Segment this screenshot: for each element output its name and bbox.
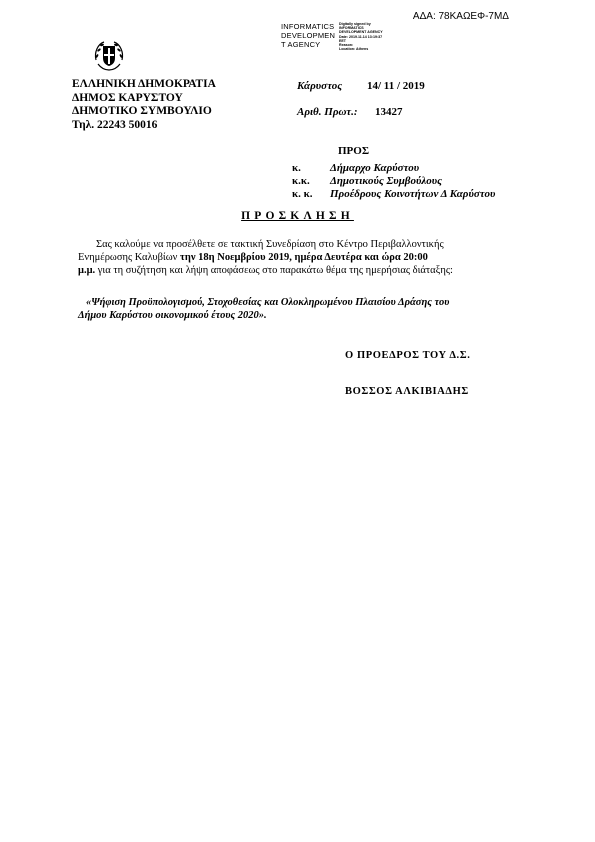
ada-code: ΑΔΑ: 78ΚΑΩΕΦ-7ΜΔ [412, 11, 509, 22]
agenda-item [78, 296, 518, 322]
document-title [0, 210, 595, 222]
header-line: ΔΗΜΟΤΙΚΟ ΣΥΜΒΟΥΛΙΟ [72, 105, 212, 117]
stamp-agency-name [281, 22, 335, 49]
signatory-role: Ο ΠΡΟΕΔΡΟΣ ΤΟΥ Δ.Σ. [345, 350, 471, 361]
body-text: για τη συζήτηση και λήψη αποφάσεως στο παρακάτω θέμα της ημερήσιας διάταξης: [95, 265, 453, 276]
recipient-line [292, 188, 495, 200]
greek-coat-of-arms-icon [93, 38, 125, 72]
stamp-right-line: Date: 2019.11.14 13:19:37 [339, 34, 383, 39]
recipient-text: Δήμαρχο Καρύστου [330, 162, 420, 174]
meeting-date-time: την 18η Νοεμβρίου 2019, ημέρα Δευτέρα και ώρα 20:00 [180, 252, 428, 263]
stamp-right-line: INFORMATICS [339, 26, 364, 31]
protocol-number: 13427 [375, 106, 403, 118]
signatory-name: ΒΟΣΣΟΣ ΑΛΚΙΒΙΑΔΗΣ [345, 386, 469, 397]
stamp-right-line: EET [339, 38, 346, 43]
recipient-text: Δημοτικούς Συμβούλους [330, 175, 443, 187]
stamp-right-line: Reason: [339, 43, 354, 48]
recipient-prefix: κ. κ. [292, 188, 313, 200]
place-date [297, 80, 425, 92]
body-line [78, 251, 518, 264]
recipient-line [292, 175, 442, 187]
recipient-text: Προέδρους Κοινοτήτων Δ Καρύστου [330, 188, 496, 200]
header-line: ΕΛΛΗΝΙΚΗ ΔΗΜΟΚΡΑΤΙΑ [72, 78, 216, 90]
meeting-time-suffix: μ.μ. [78, 265, 96, 276]
header-phone: Τηλ. 22243 50016 [72, 118, 158, 131]
document-title-text: ΠΡΟΣΚΛΗΣΗ [241, 210, 354, 222]
issuer-header [72, 78, 216, 132]
stamp-signature-details [339, 22, 383, 51]
stamp-right-line: Digitally signed by [339, 22, 371, 26]
recipients-heading: ΠΡΟΣ [338, 145, 370, 157]
header-line: ΔΗΜΟΣ ΚΑΡΥΣΤΟΥ [72, 91, 183, 104]
digital-signature-stamp [281, 22, 411, 56]
stamp-left-line: T AGENCY [281, 40, 321, 49]
body-text: Ενημέρωσης Καλυβίων [78, 252, 181, 263]
protocol-number-line [297, 106, 403, 118]
document-date: 14/ 11 / 2019 [367, 80, 425, 92]
protocol-label: Αριθ. Πρωτ.: [297, 106, 358, 118]
body-line: Σας καλούμε να προσέλθετε σε τακτική Συνεδρίαση στο Κέντρο Περιβαλλοντικής [96, 239, 444, 250]
body-line [78, 264, 518, 277]
agenda-line: «Ψήφιση Προϋπολογισμού, Στοχοθεσίας και Ολοκληρωμένου Πλαισίου Δράσης του [86, 297, 450, 308]
stamp-right-line: Location: Athens [339, 47, 369, 52]
recipient-line [292, 162, 419, 174]
invitation-body [78, 238, 518, 277]
agenda-line: Δήμου Καρύστου οικονομικού έτους 2020». [78, 310, 267, 321]
stamp-left-line: DEVELOPMEN [281, 31, 336, 40]
stamp-right-line: DEVELOPMENT AGENCY [339, 30, 383, 35]
stamp-left-line: INFORMATICS [281, 22, 335, 31]
recipient-prefix: κ.κ. [292, 175, 310, 187]
recipient-prefix: κ. [292, 162, 301, 174]
place-label: Κάρυστος [297, 80, 343, 92]
